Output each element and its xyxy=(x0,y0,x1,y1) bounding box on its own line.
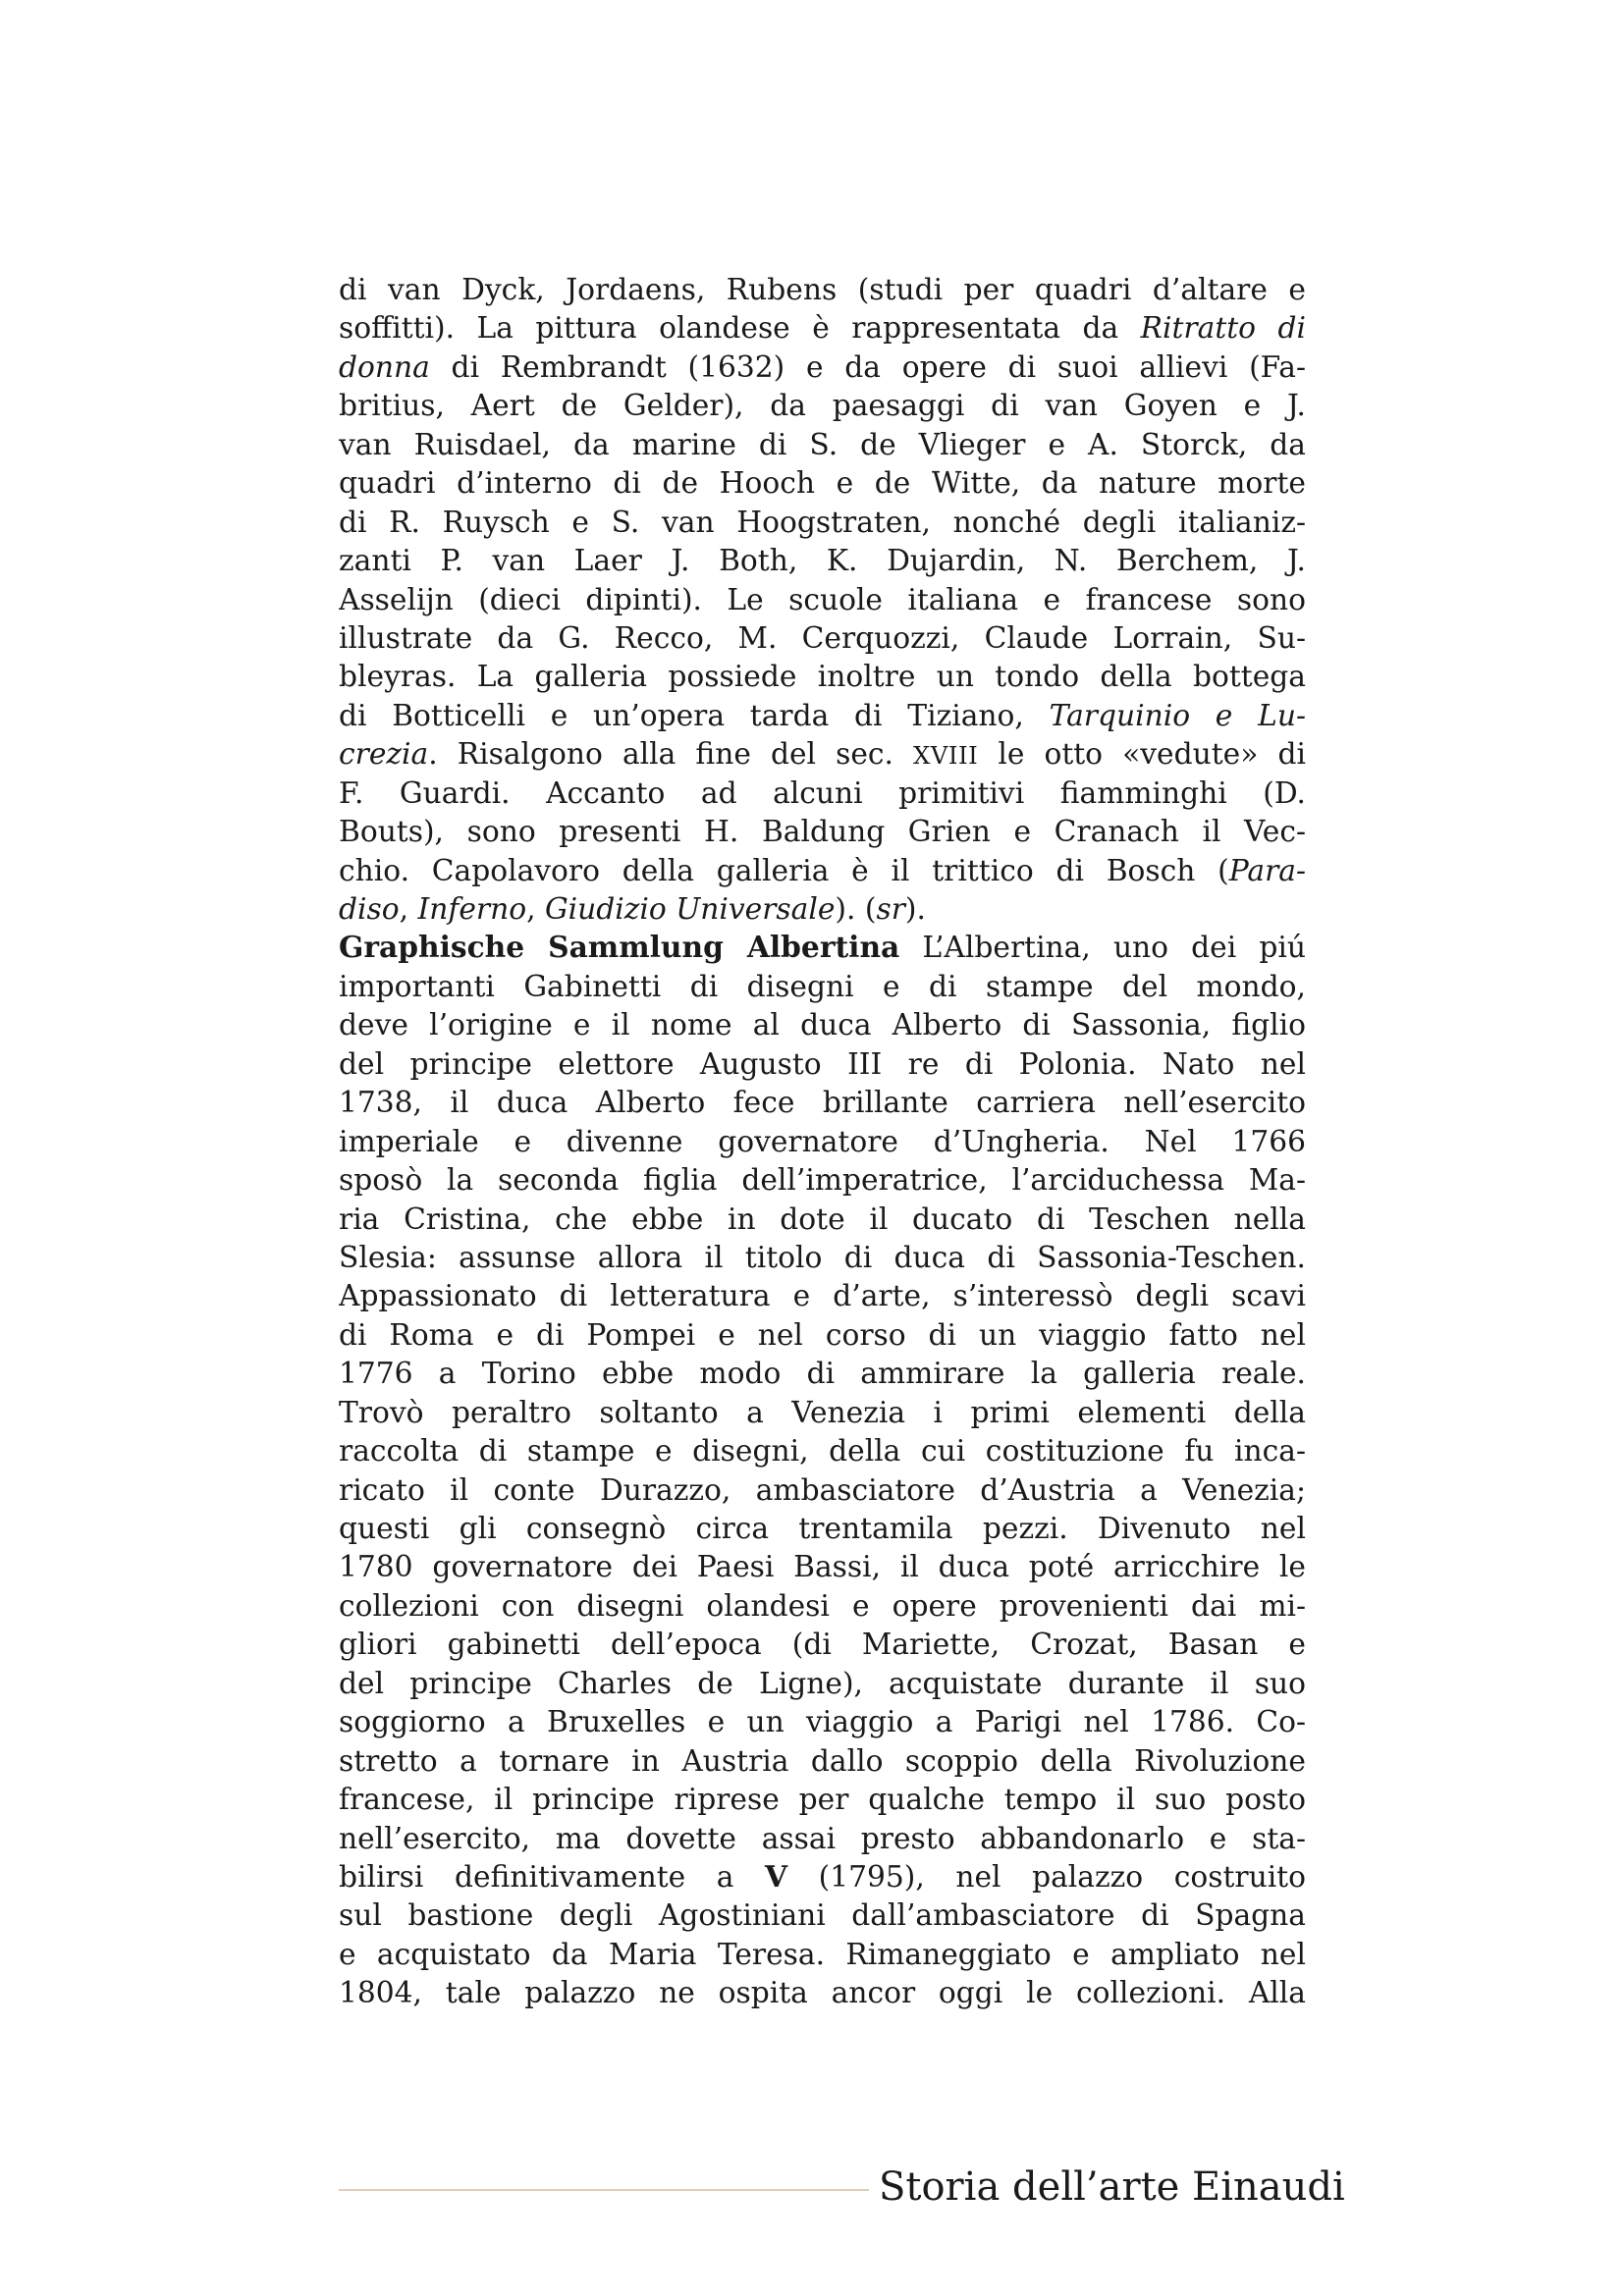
text-span: bilirsi definitivamente a xyxy=(339,1859,766,1895)
text-span: . Risalgono alla fine del sec. xyxy=(428,737,914,773)
text-span: 1776 a Torino ebbe modo di ammirare la galleria reale. xyxy=(339,1357,1306,1392)
footer-title: Storia dell’arte Einaudi xyxy=(879,2164,1345,2210)
text-span: raccolta di stampe e disegni, della cui costituzione fu inca- xyxy=(339,1434,1306,1469)
text-span: van Ruisdael, da marine di S. de Vlieger e A. Storck, da xyxy=(339,427,1306,462)
text-line xyxy=(339,968,1306,1006)
text-span: 1804, tale palazzo ne ospita ancor oggi le collezioni. Alla xyxy=(339,1976,1306,2011)
text-span: questi gli consegnò circa trentamila pezzi. Divenuto nel xyxy=(339,1512,1306,1546)
text-line xyxy=(339,1471,1306,1510)
text-span: quadri d’interno di de Hooch e de Witte, da nature morte xyxy=(339,466,1306,502)
text-line xyxy=(339,890,1306,929)
text-line xyxy=(339,1084,1306,1122)
italic-span: crezia xyxy=(339,737,429,773)
italic-span: Inferno xyxy=(417,892,527,927)
text-span: ria Cristina, che ebbe in dote il ducato di Teschen nella xyxy=(339,1201,1306,1237)
text-line xyxy=(339,504,1306,542)
text-line xyxy=(339,1974,1306,2012)
italic-span: Tarquinio e Lu- xyxy=(1049,698,1306,733)
text-span: stretto a tornare in Austria dallo scoppio della Rivoluzione xyxy=(339,1743,1306,1779)
text-line xyxy=(339,1548,1306,1586)
text-span: soggiorno a Bruxelles e un viaggio a Parigi nel 1786. Co- xyxy=(339,1705,1306,1740)
text-line xyxy=(339,1510,1306,1548)
text-line xyxy=(339,1045,1306,1084)
text-line xyxy=(339,387,1306,425)
text-span: ). ( xyxy=(835,892,877,927)
text-line xyxy=(339,1703,1306,1741)
text-span: e acquistato da Maria Teresa. Rimaneggiato e ampliato nel xyxy=(339,1937,1306,1972)
text-line xyxy=(339,1936,1306,1974)
text-line xyxy=(339,697,1306,735)
text-span: Trovò peraltro soltanto a Venezia i primi elementi della xyxy=(339,1395,1306,1430)
text-span: sposò la seconda figlia dell’imperatrice, l’arciduchessa Ma- xyxy=(339,1163,1306,1199)
text-span: Slesia: assunse allora il titolo di duca di Sassonia-Teschen. xyxy=(339,1240,1306,1275)
text-span: 1738, il duca Alberto fece brillante carriera nell’esercito xyxy=(339,1086,1306,1121)
text-line xyxy=(339,464,1306,503)
text-span: gliori gabinetti dell’epoca (di Mariette, Crozat, Basan e xyxy=(339,1628,1306,1663)
text-span: importanti Gabinetti di disegni e di stampe del mondo, xyxy=(339,969,1306,1004)
text-span: , xyxy=(526,892,545,927)
text-line xyxy=(339,271,1306,309)
italic-span: diso xyxy=(339,892,400,927)
text-line xyxy=(339,735,1306,774)
text-line xyxy=(339,1355,1306,1393)
text-line xyxy=(339,1316,1306,1355)
text-span: Asselijn (dieci dipinti). Le scuole italiana e francese sono xyxy=(339,582,1306,617)
italic-span: sr xyxy=(876,892,905,927)
text-line xyxy=(339,1394,1306,1432)
text-line xyxy=(339,309,1306,347)
italic-span: donna xyxy=(339,349,430,385)
text-span: ricato il conte Durazzo, ambasciatore d’Austria a Venezia; xyxy=(339,1472,1306,1508)
text-line xyxy=(339,1277,1306,1315)
body-text xyxy=(339,271,1306,2013)
text-line xyxy=(339,658,1306,696)
text-line xyxy=(339,542,1306,580)
text-line xyxy=(339,929,1306,967)
text-line xyxy=(339,774,1306,813)
text-span: soffitti). La pittura olandese è rappresentata da xyxy=(339,311,1141,347)
text-span: F. Guardi. Accanto ad alcuni primitivi fiamminghi (D. xyxy=(339,775,1306,811)
text-span: imperiale e divenne governatore d’Ungheria. Nel 1766 xyxy=(339,1124,1306,1159)
italic-span: Giudizio Universale xyxy=(544,892,836,927)
text-span: ). xyxy=(904,892,926,927)
text-span: zanti P. van Laer J. Both, K. Dujardin, N. Berchem, J. xyxy=(339,544,1306,579)
text-span: le otto «vedute» di xyxy=(978,737,1306,773)
text-span: nell’esercito, ma dovette assai presto abbandonarlo e sta- xyxy=(339,1821,1306,1856)
text-line xyxy=(339,1123,1306,1161)
text-line xyxy=(339,1781,1306,1819)
text-span: di Roma e di Pompei e nel corso di un viaggio fatto nel xyxy=(339,1317,1306,1353)
text-line xyxy=(339,1161,1306,1200)
text-line xyxy=(339,348,1306,387)
text-line xyxy=(339,1239,1306,1277)
text-span: sul bastione degli Agostiniani dall’ambasciatore di Spagna xyxy=(339,1898,1306,1934)
text-line xyxy=(339,813,1306,851)
text-span: (1795), nel palazzo costruito xyxy=(787,1859,1306,1895)
bold-span: V xyxy=(765,1859,788,1895)
text-span: L’Albertina, uno dei piú xyxy=(899,931,1306,966)
text-span: bleyras. La galleria possiede inoltre un tondo della bottega xyxy=(339,660,1306,695)
text-line xyxy=(339,1006,1306,1044)
text-span: collezioni con disegni olandesi e opere provenienti dai mi- xyxy=(339,1588,1306,1624)
text-span: del principe Charles de Ligne), acquistate durante il suo xyxy=(339,1666,1306,1701)
text-line xyxy=(339,1201,1306,1239)
text-span: illustrate da G. Recco, M. Cerquozzi, Claude Lorrain, Su- xyxy=(339,620,1306,656)
text-line xyxy=(339,1432,1306,1470)
text-line xyxy=(339,1858,1306,1896)
italic-span: Para- xyxy=(1228,853,1306,888)
text-span: Bouts), sono presenti H. Baldung Grien e Cranach il Vec- xyxy=(339,815,1306,850)
text-span: di Botticelli e un’opera tarda di Tiziano, xyxy=(339,698,1050,733)
italic-span: Ritratto di xyxy=(1140,311,1306,347)
bold-span: Graphische Sammlung Albertina xyxy=(339,931,900,966)
text-span: del principe elettore Augusto III re di Polonia. Nato nel xyxy=(339,1046,1306,1082)
text-line xyxy=(339,852,1306,890)
text-line xyxy=(339,1626,1306,1664)
text-span: di R. Ruysch e S. van Hoogstraten, nonché degli italianiz- xyxy=(339,505,1306,540)
text-line xyxy=(339,581,1306,619)
text-span: 1780 governatore dei Paesi Bassi, il duca poté arricchire le xyxy=(339,1550,1306,1585)
text-line xyxy=(339,426,1306,464)
footer-rule xyxy=(339,2189,869,2191)
text-line xyxy=(339,1896,1306,1935)
text-line xyxy=(339,619,1306,658)
text-span: , xyxy=(399,892,418,927)
text-span: britius, Aert de Gelder), da paesaggi di van Goyen e J. xyxy=(339,389,1306,424)
text-span: deve l’origine e il nome al duca Alberto di Sassonia, figlio xyxy=(339,1008,1306,1043)
text-line xyxy=(339,1820,1306,1858)
text-span: di van Dyck, Jordaens, Rubens (studi per quadri d’altare e xyxy=(339,273,1306,307)
smallcaps-span: XVIII xyxy=(913,741,979,771)
text-span: Appassionato di letteratura e d’arte, s’interessò degli scavi xyxy=(339,1279,1306,1314)
text-line xyxy=(339,1587,1306,1626)
text-line xyxy=(339,1665,1306,1703)
text-line xyxy=(339,1742,1306,1781)
text-span: di Rembrandt (1632) e da opere di suoi allievi (Fa- xyxy=(429,349,1306,385)
text-span: francese, il principe riprese per qualche tempo il suo posto xyxy=(339,1783,1306,1818)
text-span: chio. Capolavoro della galleria è il trittico di Bosch ( xyxy=(339,853,1229,888)
